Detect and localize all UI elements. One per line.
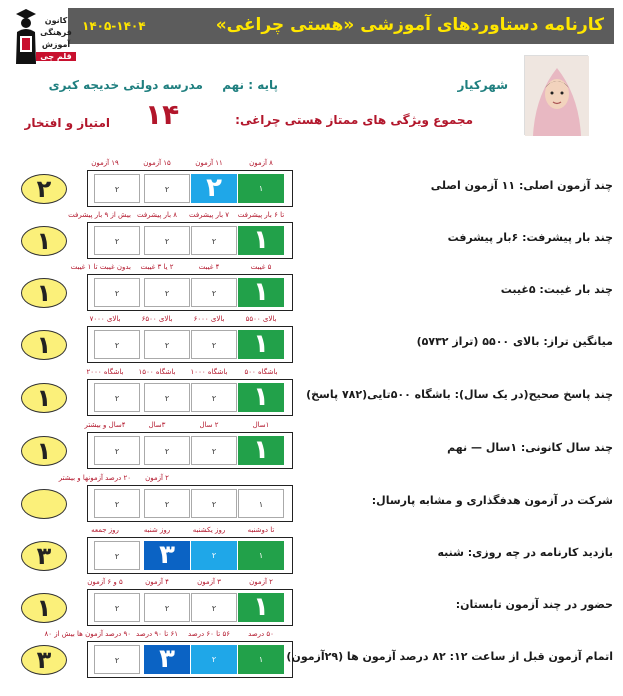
question-text: چند پاسخ صحیح(در یک سال): باشگاه ۵۰۰تایی(۷۸۲ پاسخ) xyxy=(306,388,613,401)
level-label: ۳ آزمون xyxy=(197,578,221,586)
level-label: بدون غیبت تا ۱ غیبت xyxy=(70,263,131,271)
score-circle: ۱ xyxy=(21,383,67,413)
question-text: چند بار پیشرفت: ۶بار پیشرفت xyxy=(447,231,613,244)
student-school: مدرسه دولتی خدیجه کبری xyxy=(48,78,203,92)
score-circle: ۱ xyxy=(21,226,67,256)
level-label: بالای ۵۵۰۰ xyxy=(245,315,277,323)
level-label: ۱سال xyxy=(252,421,270,429)
level-cells xyxy=(87,170,293,207)
level-label: روز یکشنبه xyxy=(192,526,226,534)
score-circle: ۱ xyxy=(21,330,67,360)
score-circle: ۳ xyxy=(21,645,67,675)
level-cell: ۲ xyxy=(144,383,190,412)
level-cell: ۲ xyxy=(144,226,190,255)
level-cell: ۲ xyxy=(191,278,237,307)
level-label: روز جمعه xyxy=(91,526,119,534)
level-cell: ۲ xyxy=(191,436,237,465)
level-label: ۱۹ آزمون xyxy=(91,159,119,167)
level-label: باشگاه ۲۰۰۰ xyxy=(86,368,124,376)
achievement-row xyxy=(0,211,623,265)
level-cell: ۱ xyxy=(238,645,284,674)
score-circle: ۱ xyxy=(21,436,67,466)
level-cell: ۱ xyxy=(238,226,284,255)
level-cell: ۲ xyxy=(94,174,140,203)
level-cell: ۲ xyxy=(191,226,237,255)
level-cell: ۲ xyxy=(94,330,140,359)
level-cells xyxy=(87,537,293,574)
level-cell: ۱ xyxy=(238,383,284,412)
level-label: ۱۵ آزمون xyxy=(143,159,171,167)
student-grade: پایه : نهم xyxy=(222,78,278,92)
logo-line-4: قلم چی xyxy=(36,52,76,61)
question-text: چند آزمون اصلی: ۱۱ آزمون اصلی xyxy=(430,179,613,192)
logo-line-3: آموزش xyxy=(41,40,71,49)
features-label: مجموع ویژگی های ممتاز هستی چراغی: xyxy=(235,113,473,127)
level-cell: ۲ xyxy=(94,226,140,255)
achievement-row xyxy=(0,421,623,475)
achievement-row xyxy=(0,315,623,369)
level-label: ۴ آزمون xyxy=(145,578,169,586)
level-label: ۶۱ تا ۹۰ درصد xyxy=(136,630,178,638)
level-cell: ۲ xyxy=(191,383,237,412)
level-cells xyxy=(87,274,293,311)
level-cell: ۲ xyxy=(191,174,237,203)
achievement-row xyxy=(0,526,623,580)
achievement-row xyxy=(0,368,623,422)
level-cell: ۲ xyxy=(144,278,190,307)
level-label: باشگاه ۱۵۰۰ xyxy=(138,368,176,376)
level-cell: ۲ xyxy=(144,330,190,359)
level-label: ۲۰ درصد آزمونها و بیشتر xyxy=(58,474,131,482)
level-cell: ۱ xyxy=(238,541,284,570)
level-label: ۴سال و بیشتر xyxy=(84,421,126,429)
level-cells xyxy=(87,485,293,522)
level-label: ۵۰ درصد xyxy=(248,630,274,638)
level-cell: ۱ xyxy=(238,278,284,307)
report-year: ۱۴۰۵-۱۴۰۴ xyxy=(82,19,146,33)
level-cell: ۱ xyxy=(238,174,284,203)
student-photo xyxy=(524,55,588,135)
level-cell: ۲ xyxy=(94,436,140,465)
question-text: چند سال کانونی: ۱سال — نهم xyxy=(447,441,613,454)
level-cell: ۲ xyxy=(191,330,237,359)
level-cell: ۲ xyxy=(94,383,140,412)
level-label: ۲ سال xyxy=(199,421,219,429)
level-label: بالای ۶۵۰۰ xyxy=(141,315,173,323)
score-circle xyxy=(21,489,67,519)
student-portrait-icon xyxy=(525,56,589,136)
question-text: حضور در چند آزمون تابستان: xyxy=(455,598,613,611)
level-label: ۵۶ تا ۶۰ درصد xyxy=(188,630,230,638)
report-title: کارنامه دستاوردهای آموزشی «هستی چراغی» xyxy=(215,15,604,35)
level-label: باشگاه ۵۰۰ xyxy=(244,368,278,376)
question-text: چند بار غیبت: ۵غیبت xyxy=(500,283,613,296)
level-label: ۸ بار پیشرفت xyxy=(136,211,178,219)
level-cells xyxy=(87,432,293,469)
question-text: بازدید کارنامه در چه روزی: شنبه xyxy=(437,546,613,559)
level-label: بالای ۷۰۰۰ xyxy=(89,315,121,323)
level-label: ۷ بار پیشرفت xyxy=(188,211,230,219)
level-cell: ۳ xyxy=(144,541,190,570)
level-label: ۱۱ آزمون xyxy=(195,159,223,167)
achievement-row xyxy=(0,578,623,632)
achievement-row xyxy=(0,263,623,317)
level-cell: ۲ xyxy=(94,645,140,674)
level-label: ۸ آزمون xyxy=(249,159,273,167)
logo-line-2: فرهنگی xyxy=(40,28,72,37)
level-label: ۹۰ درصد آزمون ها بیش از ۸۰ xyxy=(44,630,131,638)
total-score: ۱۴ xyxy=(145,98,180,131)
level-cells xyxy=(87,326,293,363)
level-cell: ۲ xyxy=(144,174,190,203)
level-label: تا ۶ بار پیشرفت xyxy=(237,211,285,219)
level-cells xyxy=(87,379,293,416)
level-cell: ۲ xyxy=(94,541,140,570)
level-cell: ۲ xyxy=(94,489,140,518)
question-text: میانگین تراز: بالای ۵۵۰۰ (تراز ۵۷۳۲) xyxy=(416,335,613,348)
score-label: امتیاز و افتخار xyxy=(24,116,110,130)
level-label: ۵ و ۶ آزمون xyxy=(87,578,123,586)
level-label: تا دوشنبه xyxy=(247,526,275,534)
level-cell: ۱ xyxy=(238,489,284,518)
level-cells xyxy=(87,589,293,626)
level-cell: ۲ xyxy=(191,593,237,622)
achievement-row xyxy=(0,630,623,684)
level-label: روز شنبه xyxy=(143,526,171,534)
level-cell: ۲ xyxy=(144,436,190,465)
logo-line-1: کانون xyxy=(44,16,68,25)
level-cell: ۱ xyxy=(238,330,284,359)
level-cells xyxy=(87,222,293,259)
level-label: ۳سال xyxy=(148,421,166,429)
level-cell: ۲ xyxy=(144,489,190,518)
level-cell: ۱ xyxy=(238,436,284,465)
graduate-icon xyxy=(14,6,38,68)
level-cells xyxy=(87,641,293,678)
level-cell: ۲ xyxy=(191,489,237,518)
level-label: بالای ۶۰۰۰ xyxy=(193,315,225,323)
level-cell: ۲ xyxy=(144,593,190,622)
achievement-row xyxy=(0,159,623,213)
kanoon-logo xyxy=(14,6,72,70)
achievement-row xyxy=(0,474,623,528)
level-label: ۲ آزمون xyxy=(249,578,273,586)
question-text: شرکت در آزمون هدفگذاری و مشابه پارسال: xyxy=(371,494,613,507)
level-cell: ۲ xyxy=(191,541,237,570)
student-city: شهرکیار xyxy=(457,78,508,92)
score-circle: ۲ xyxy=(21,174,67,204)
level-label: ۵ غیبت xyxy=(250,263,272,271)
level-label: ۲ یا ۳ غیبت xyxy=(140,263,174,271)
level-cell: ۲ xyxy=(191,645,237,674)
level-label: بیش از ۹ بار پیشرفت xyxy=(68,211,131,219)
level-label: ۴ غیبت xyxy=(198,263,220,271)
level-cell: ۳ xyxy=(144,645,190,674)
level-cell: ۲ xyxy=(94,593,140,622)
score-circle: ۱ xyxy=(21,593,67,623)
score-circle: ۳ xyxy=(21,541,67,571)
level-cell: ۱ xyxy=(238,593,284,622)
header-bar xyxy=(68,8,614,44)
level-cell: ۲ xyxy=(94,278,140,307)
question-text: اتمام آزمون قبل از ساعت ۱۲: ۸۲ درصد آزمون ها (۲۹آزمون) xyxy=(286,650,613,663)
level-label: باشگاه ۱۰۰۰ xyxy=(190,368,228,376)
level-label: ۲ آزمون xyxy=(145,474,169,482)
score-circle: ۱ xyxy=(21,278,67,308)
